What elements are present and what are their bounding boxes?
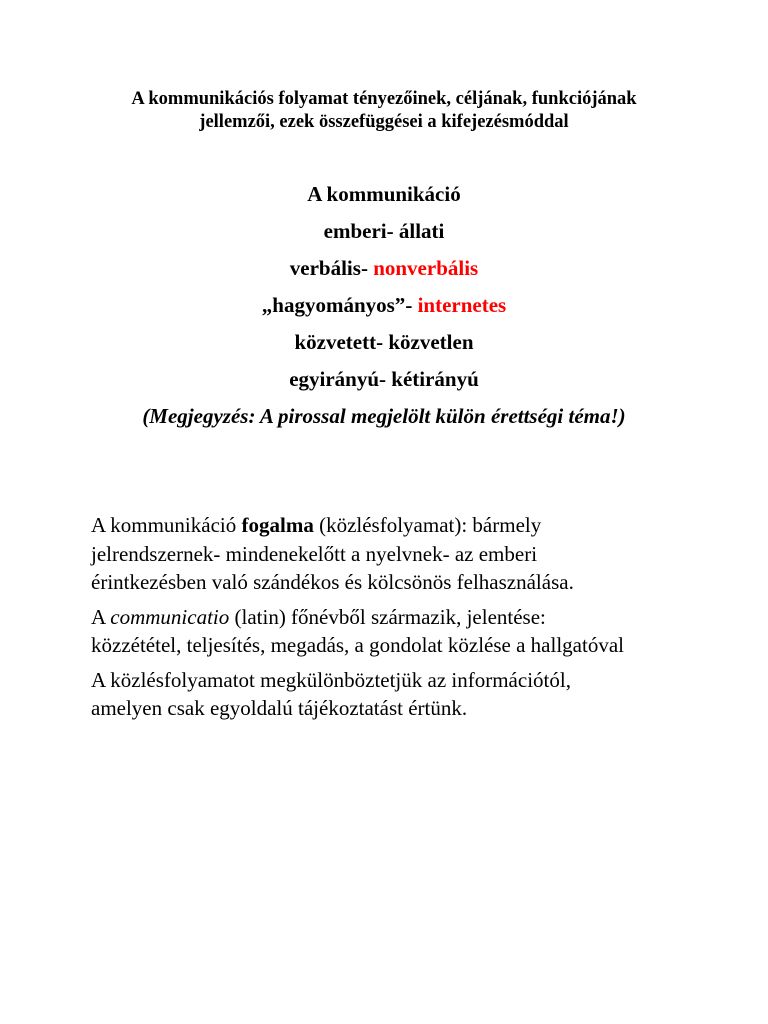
bold-term: fogalma [241, 513, 314, 537]
pair-right: közvetlen [388, 330, 474, 354]
topic-pair-indirect-direct [0, 329, 768, 366]
paragraph-line: érintkezésben való szándékos és kölcsönös felhasználása. [91, 570, 574, 594]
pair-right-highlighted: nonverbális [373, 256, 479, 280]
text-run: (latin) főnévből származik, jelentése: [229, 604, 546, 629]
body-text [91, 511, 691, 729]
paragraph-line [91, 605, 546, 629]
pair-separator: - [360, 256, 374, 280]
paragraph-definition [91, 511, 691, 597]
document-title [60, 88, 708, 134]
italic-term: communicatio [110, 604, 230, 629]
pair-left: emberi [323, 219, 387, 243]
topic-heading: A kommunikáció [307, 182, 461, 206]
pair-right-highlighted: internetes [417, 293, 507, 317]
pair-left: közvetett [294, 330, 377, 354]
paragraph-line: hallgatóval [530, 633, 624, 657]
pair-left: verbális [289, 256, 361, 280]
topic-list [0, 181, 768, 429]
paragraph-line: közzététel, teljesítés, megadás, a gondolat közlése a [91, 633, 526, 657]
pair-left: „hagyományos” [261, 293, 406, 317]
text-run: (közlésfolyamat): bármely [313, 513, 542, 537]
pair-left: egyirányú [289, 367, 380, 391]
paragraph-line: amelyen csak egyoldalú tájékoztatást értünk. [91, 696, 468, 720]
note: (Megjegyzés: A pirossal megjelölt külön érettségi téma!) [142, 404, 626, 428]
pair-right: kétirányú [391, 367, 479, 391]
topic-pair-traditional-internet [0, 292, 768, 329]
paragraph-etymology [91, 603, 691, 660]
paragraph-line [91, 513, 541, 537]
pair-right: állati [398, 219, 445, 243]
paragraph-line: A közlésfolyamatot megkülönböztetjük az információtól, [91, 667, 571, 692]
topic-pair-human-animal [0, 218, 768, 255]
pair-separator: - [379, 367, 392, 391]
paragraph-distinction [91, 666, 691, 723]
title-line-2: jellemzői, ezek összefüggései a kifejezésmóddal [199, 112, 569, 132]
title-line-1: A kommunikációs folyamat tényezőinek, céljának, funkciójának [131, 89, 637, 109]
pair-separator: - [376, 330, 389, 354]
pair-separator: - [405, 293, 418, 317]
pair-separator: - [386, 219, 399, 243]
topic-pair-verbal-nonverbal [0, 255, 768, 292]
paragraph-line: jelrendszernek- mindenekelőtt a nyelvnek- az emberi [91, 541, 538, 566]
text-run: A kommunikáció [91, 513, 242, 537]
text-run: A [91, 604, 111, 629]
topic-pair-oneway-twoway [0, 366, 768, 403]
